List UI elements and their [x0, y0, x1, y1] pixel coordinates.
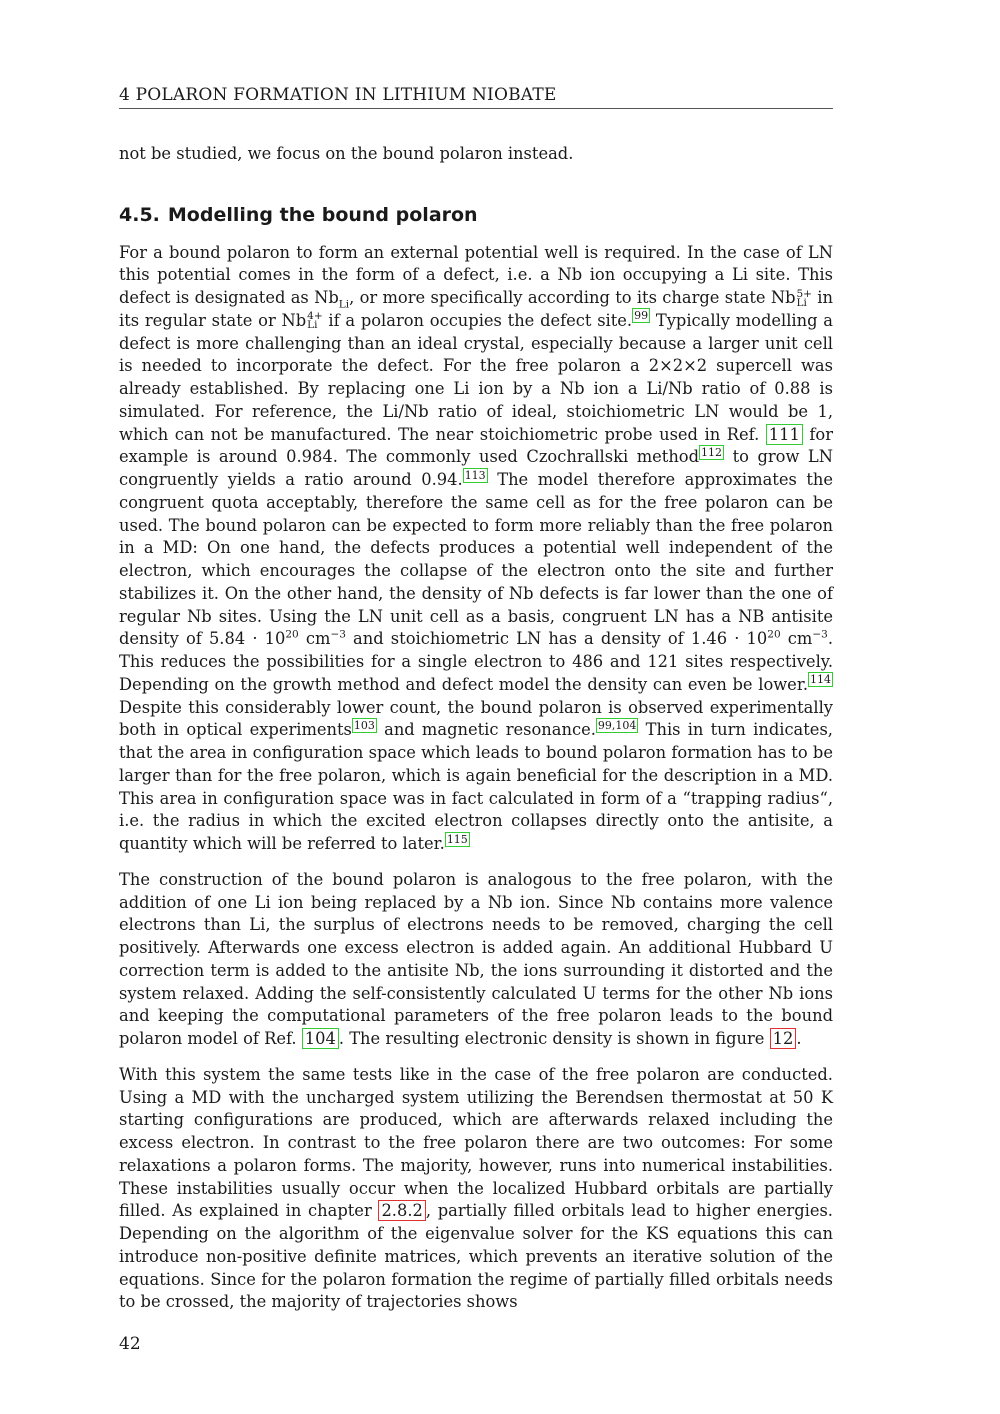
text-run: in its regular state or Nb	[119, 288, 833, 330]
section-heading	[119, 204, 833, 227]
text-run: and magnetic resonance.	[376, 720, 596, 740]
superscript: 4+	[307, 310, 323, 323]
subscript: Li	[307, 319, 318, 332]
citation-link[interactable]: 103	[353, 718, 375, 732]
text-run: for example is around 0.984. The commonly used Czochrallski method	[119, 424, 833, 467]
paragraph-1	[119, 242, 833, 856]
superscript: 20	[767, 628, 781, 641]
text-run: . The resulting electronic density is shown in figure	[338, 1029, 770, 1048]
superscript: 5+	[796, 287, 812, 300]
section-number: 4.5.	[119, 203, 160, 226]
text-run: , partially filled orbitals lead to higher energies. Depending on the algorithm of the eigenvalue solver for the KS equations this can introduce non-positive definite matrices, which prevents an iterative solution of the equations. Since for the polaron formation the regime of partially filled orbitals needs to be crossed, the majority of trajectories shows	[119, 1201, 833, 1312]
reference-link[interactable]: 104	[302, 1028, 339, 1049]
paragraph-3	[119, 1064, 833, 1314]
text-run: This in turn indicates, that the area in configuration space which leads to bound polaron formation has to be larger than for the free polaron, which is again beneficial for the description in a MD. This area in configuration space was in fact calculated in form of a “trapping radius“, i.e. the radius in which the excited electron collapses directly onto the antisite, a quantity which will be referred to later.	[119, 720, 833, 853]
subscript: Li	[338, 298, 350, 311]
chapter-link[interactable]: 2.8.2	[378, 1200, 425, 1221]
charge-state	[307, 312, 322, 330]
paragraph-continuation: not be studied, we focus on the bound polaron instead.	[119, 144, 574, 163]
text-run: , or more specifically according to its charge state Nb	[349, 288, 796, 307]
superscript: −3	[812, 628, 828, 641]
text-run: if a polaron occupies the defect site.	[322, 310, 633, 330]
text-run: cm	[298, 629, 331, 649]
citation-link[interactable]: 115	[446, 832, 468, 846]
citation-link[interactable]: 113	[464, 468, 486, 482]
superscript: 20	[285, 628, 299, 641]
running-header: 4 POLARON FORMATION IN LITHIUM NIOBATE	[119, 85, 833, 109]
citation-link[interactable]: 99	[634, 309, 649, 323]
citation-link[interactable]: 99,104	[597, 718, 637, 732]
superscript: −3	[330, 628, 346, 641]
text-run: .	[796, 1029, 802, 1048]
subscript: Li	[796, 296, 807, 309]
text-run: . This reduces the possibilities for a single electron to 486 and 121 sites respectively. Depending on the growth method and defect model the density can even be lower.	[119, 629, 834, 694]
text-run: The model therefore approximates the congruent quota acceptably, therefore the same cell as for the free polaron can be used. The bound polaron can be expected to form more reliably than the free polaron in a MD: On one hand, the defects produces a potential well independent of the electron, which encourages the collapse of the electron onto the site and further stabilizes it. On the other hand, the density of Nb defects is far lower than the one of regular Nb sites. Using the LN unit cell as a basis, congruent LN has a NB antisite density of 5.84 · 10	[119, 470, 833, 649]
paragraph-2	[119, 869, 833, 1051]
text-run: For a bound polaron to form an external potential well is required. In the case of LN this potential comes in the form of a defect, i.e. a Nb ion occupying a Li site. This defect is designated as Nb	[119, 242, 833, 307]
text-run: Typically modelling a defect is more challenging than an ideal crystal, especially because a larger unit cell is needed to incorporate the defect. For the free polaron a 2×2×2 supercell was already established. By replacing one Li ion by a Nb ion a Li/Nb ratio of 0.88 is simulated. For reference, the Li/Nb ratio of ideal, stoichiometric LN would be 1, which can not be manufactured. The near stoichiometric probe used in Ref.	[119, 310, 834, 444]
body-text	[119, 143, 833, 1327]
text-run: cm	[780, 629, 813, 649]
text-run: to grow LN congruently yields a ratio around 0.94.	[119, 447, 833, 489]
charge-state	[796, 287, 812, 309]
citation-link[interactable]: 114	[810, 673, 831, 687]
reference-link[interactable]: 111	[766, 424, 803, 445]
page	[119, 0, 833, 1414]
text-run: The construction of the bound polaron is analogous to the free polaron, with the addition of one Li ion being replaced by a Nb ion. Since Nb contains more valence electrons than Li, the surplus of electrons needs to be removed, charging the cell positively. Afterwards one excess electron is added again. An additional Hubbard U correction term is added to the antisite Nb, the ions surrounding it distorted and the system relaxed. Adding the self-consistently calculated U terms for the other Nb ions and keeping the computational parameters of the free polaron leads to the bound polaron model of Ref.	[119, 869, 833, 1048]
citation-link[interactable]: 112	[701, 445, 723, 459]
figure-link[interactable]: 12	[770, 1028, 797, 1049]
page-number: 42	[119, 1334, 141, 1354]
section-title: Modelling the bound polaron	[167, 203, 478, 226]
text-run: Despite this considerably lower count, the bound polaron is observed experimentally both in optical experiments	[119, 697, 833, 740]
text-run: and stoichiometric LN has a density of 1.46 · 10	[345, 629, 768, 649]
text-run: With this system the same tests like in the case of the free polaron are conducted. Using a MD with the uncharged system utilizing the Berendsen thermostat at 50 K starting configurations are produced, which are afterwards relaxed including the excess electron. In contrast to the free polaron there are two outcomes: For some relaxations a polaron forms. The majority, however, runs into numerical instabilities. These instabilities usually occur when the localized Hubbard orbitals are partially filled. As explained in chapter	[119, 1064, 833, 1221]
